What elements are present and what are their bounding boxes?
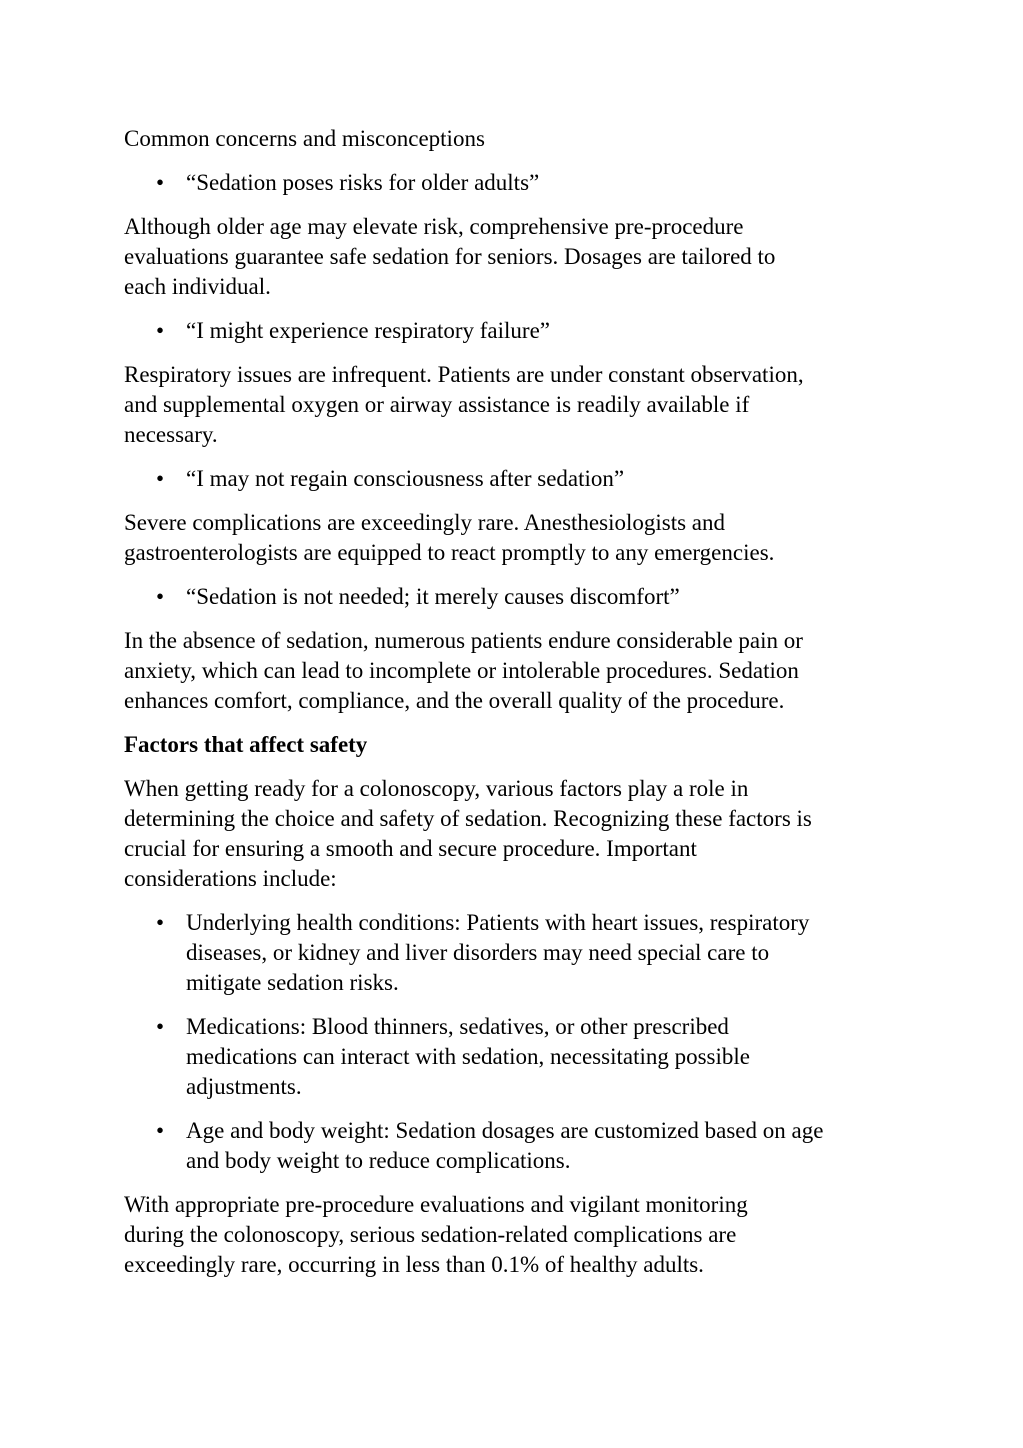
bullet-icon: • bbox=[156, 1118, 165, 1143]
text-line: When getting ready for a colonoscopy, various factors play a role in bbox=[124, 776, 749, 801]
text-line: necessary. bbox=[124, 422, 218, 447]
section-title-concerns bbox=[124, 124, 924, 154]
text-line: Underlying health conditions: Patients with heart issues, respiratory bbox=[186, 910, 810, 935]
text-line: In the absence of sedation, numerous patients endure considerable pain or bbox=[124, 628, 803, 653]
concern-answer bbox=[124, 360, 924, 450]
bullet-icon: • bbox=[156, 584, 165, 609]
bullet-item bbox=[124, 168, 924, 198]
text-line: Age and body weight: Sedation dosages are customized based on age bbox=[186, 1118, 824, 1143]
text-line: “I might experience respiratory failure” bbox=[186, 318, 550, 343]
concern-answer bbox=[124, 626, 924, 716]
text-line: determining the choice and safety of sedation. Recognizing these factors is bbox=[124, 806, 812, 831]
text-line: evaluations guarantee safe sedation for seniors. Dosages are tailored to bbox=[124, 244, 776, 269]
text-line: diseases, or kidney and liver disorders may need special care to bbox=[186, 940, 770, 965]
text-line: and supplemental oxygen or airway assistance is readily available if bbox=[124, 392, 750, 417]
factors-list bbox=[124, 908, 924, 1176]
bullet-item bbox=[124, 464, 924, 494]
intro-paragraph bbox=[124, 774, 924, 894]
section-heading-factors: Factors that affect safety bbox=[124, 732, 368, 757]
text-line: Medications: Blood thinners, sedatives, or other prescribed bbox=[186, 1014, 729, 1039]
concern-answer bbox=[124, 508, 924, 568]
text-line: gastroenterologists are equipped to react promptly to any emergencies. bbox=[124, 540, 775, 565]
text-line: enhances comfort, compliance, and the overall quality of the procedure. bbox=[124, 688, 785, 713]
document-page bbox=[124, 124, 924, 1294]
text-line: Although older age may elevate risk, comprehensive pre-procedure bbox=[124, 214, 744, 239]
bullet-item bbox=[124, 908, 924, 998]
bullet-item bbox=[124, 316, 924, 346]
text-line: each individual. bbox=[124, 274, 271, 299]
text-line: Severe complications are exceedingly rare. Anesthesiologists and bbox=[124, 510, 725, 535]
bullet-item bbox=[124, 582, 924, 612]
bullet-icon: • bbox=[156, 318, 165, 343]
text-line: during the colonoscopy, serious sedation-related complications are bbox=[124, 1222, 737, 1247]
text-line: With appropriate pre-procedure evaluations and vigilant monitoring bbox=[124, 1192, 748, 1217]
bullet-icon: • bbox=[156, 466, 165, 491]
text-line: mitigate sedation risks. bbox=[186, 970, 399, 995]
bullet-icon: • bbox=[156, 170, 165, 195]
bullet-icon: • bbox=[156, 1014, 165, 1039]
bullet-icon: • bbox=[156, 910, 165, 935]
text-line: “I may not regain consciousness after sedation” bbox=[186, 466, 625, 491]
bullet-item bbox=[124, 1012, 924, 1102]
bullet-item bbox=[124, 1116, 924, 1176]
text-line: Common concerns and misconceptions bbox=[124, 126, 485, 151]
concern-answer bbox=[124, 212, 924, 302]
concerns-list bbox=[124, 168, 924, 716]
text-line: crucial for ensuring a smooth and secure procedure. Important bbox=[124, 836, 697, 861]
text-line: “Sedation is not needed; it merely causes discomfort” bbox=[186, 584, 680, 609]
text-line: and body weight to reduce complications. bbox=[186, 1148, 571, 1173]
text-line: adjustments. bbox=[186, 1074, 302, 1099]
text-line: anxiety, which can lead to incomplete or intolerable procedures. Sedation bbox=[124, 658, 799, 683]
text-line: Respiratory issues are infrequent. Patients are under constant observation, bbox=[124, 362, 804, 387]
text-line: medications can interact with sedation, necessitating possible bbox=[186, 1044, 750, 1069]
conclusion-paragraph bbox=[124, 1190, 924, 1280]
text-line: “Sedation poses risks for older adults” bbox=[186, 170, 540, 195]
text-line: considerations include: bbox=[124, 866, 337, 891]
text-line: exceedingly rare, occurring in less than 0.1% of healthy adults. bbox=[124, 1252, 704, 1277]
